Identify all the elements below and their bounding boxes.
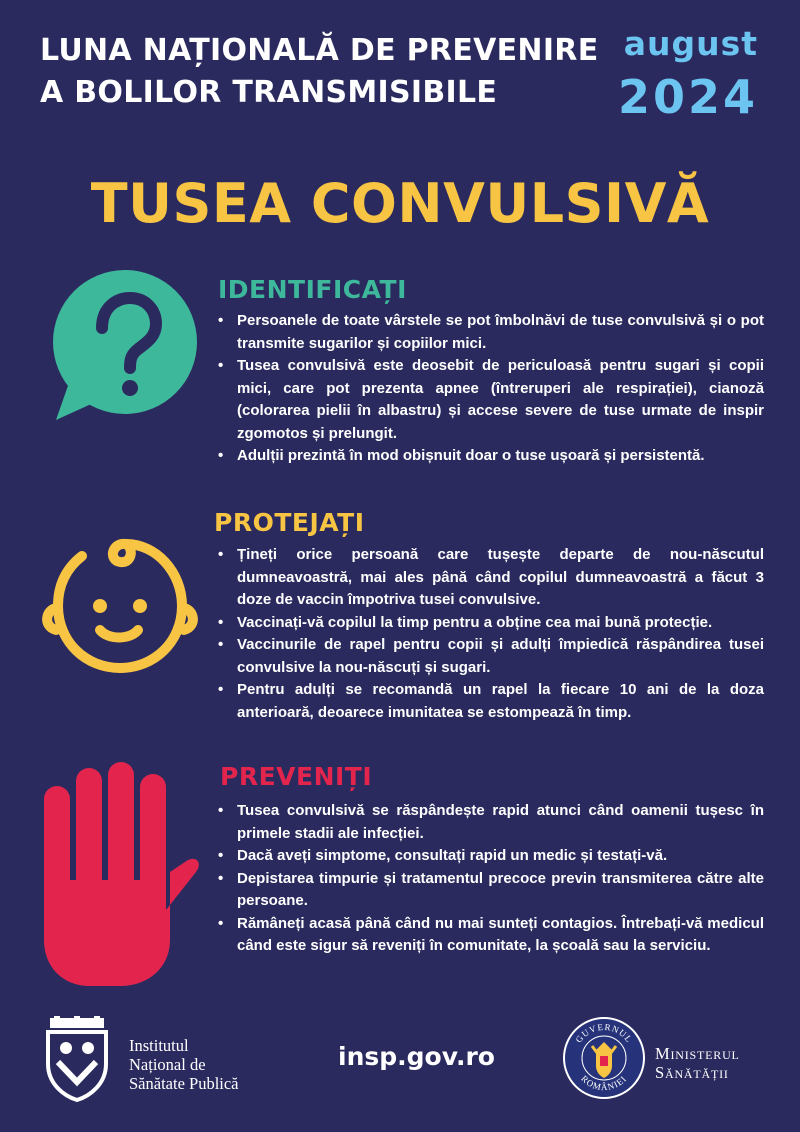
page-title: TUSEA CONVULSIVĂ <box>90 172 710 235</box>
seal-text-top: GUVERNUL <box>573 1021 635 1045</box>
list-item: • Pentru adulți se recomandă un rapel la fiecare 10 ani de la doza anterioară, deoarece imunitatea se estompează în timp. <box>216 679 764 724</box>
campaign-title-line2: A BOLILOR TRANSMISIBILE <box>40 75 498 110</box>
list-item: • Persoanele de toate vârstele se pot îmbolnăvi de tuse convulsivă și o pot transmite sugarilor și copiilor mici. <box>216 310 764 355</box>
section-identify <box>0 270 800 480</box>
list-item: • Rămâneți acasă până când nu mai sunteți contagios. Întrebați-vă medicul când este sigur să reveniți în comunitate, la școală sau la serviciu. <box>216 913 764 958</box>
institute-name-line2: Național de <box>129 1055 206 1074</box>
government-seal <box>562 1016 646 1100</box>
section-prevent <box>0 760 800 1000</box>
footer <box>0 1010 800 1120</box>
list-item: • Adulții prezintă în mod obișnuit doar o tuse ușoară și persistentă. <box>216 445 764 468</box>
seal-text-bottom: ROMÂNIEI <box>579 1073 629 1093</box>
baby-face-icon <box>34 518 204 678</box>
campaign-title-line1: LUNA NAȚIONALĂ DE PREVENIRE <box>40 33 599 68</box>
list-item: • Dacă aveți simptome, consultați rapid un medic și testați-vă. <box>216 845 764 868</box>
website-link[interactable]: insp.gov.ro <box>338 1042 495 1071</box>
section-heading-protect: PROTEJAȚI <box>214 508 365 537</box>
campaign-month: august <box>623 24 758 63</box>
institute-name-line3: Sănătate Publică <box>129 1074 239 1093</box>
list-item: • Țineți orice persoană care tușește departe de nou-născutul dumneavoastră, mai ales până când copilul dumneavoastră a făcut 3 doze de vaccin împotriva tusei convulsive. <box>216 544 764 612</box>
institute-name <box>129 1036 239 1093</box>
institute-name-line1: Institutul <box>129 1036 189 1055</box>
list-item: • Tusea convulsivă se răspândește rapid atunci când oamenii tușesc în primele stadii ale infecției. <box>216 800 764 845</box>
list-item: • Depistarea timpurie și tratamentul precoce previn transmiterea către alte persoane. <box>216 868 764 913</box>
question-bubble-icon <box>40 270 200 430</box>
campaign-year: 2024 <box>617 70 758 124</box>
campaign-title <box>40 30 599 114</box>
bullet-list-protect <box>216 544 764 724</box>
section-heading-prevent: PREVENIȚI <box>220 762 373 791</box>
list-item: • Vaccinați-vă copilul la timp pentru a obține cea mai bună protecție. <box>216 612 764 635</box>
section-heading-identify: IDENTIFICAȚI <box>218 275 407 304</box>
bullet-list-identify <box>216 310 764 468</box>
list-item: • Vaccinurile de rapel pentru copii și adulți împiedică răspândirea tusei convulsive la nou-născuți și sugari. <box>216 634 764 679</box>
list-item: • Tusea convulsivă este deosebit de periculoasă pentru sugari și copii mici, care pot prezenta apnee (întreruperi ale respirației), cianoză (colorarea pielii în albastru) și accese severe de tuse urmate de inspir zgomotos și prelungit. <box>216 355 764 445</box>
ministry-name-line1: Ministerul <box>655 1044 740 1063</box>
stop-hand-icon <box>40 760 200 990</box>
ministry-name <box>655 1044 740 1082</box>
bullet-list-prevent <box>216 800 764 958</box>
ministry-name-line2: Sănătății <box>655 1063 729 1082</box>
insp-logo <box>44 1016 110 1102</box>
section-protect <box>0 508 800 738</box>
